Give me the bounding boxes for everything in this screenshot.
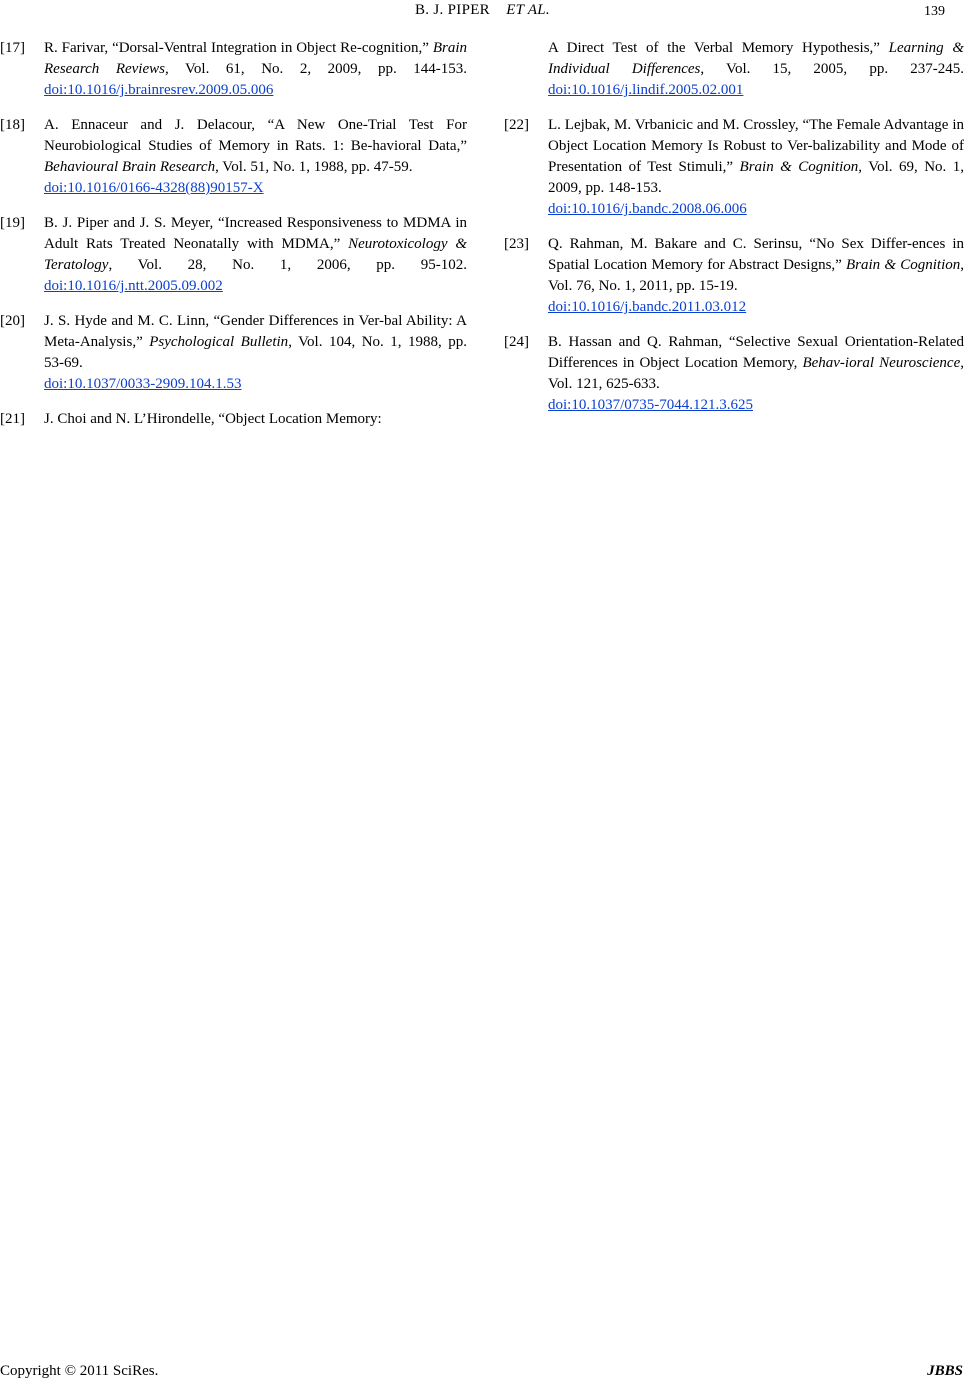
reference-doi-link[interactable]: doi:10.1037/0033-2909.104.1.53 (44, 376, 242, 392)
reference-details: , Vol. 104, No. 1, 1988, pp. 53-69. (44, 334, 467, 371)
reference-journal: Psychological Bulletin (149, 334, 289, 350)
reference-journal: Neurotoxicology & Teratology (44, 236, 467, 273)
reference-number: [24] (504, 334, 529, 350)
reference-number: [20] (0, 313, 25, 329)
running-head-author-names: B. J. PIPER (415, 2, 490, 18)
reference-text: Q. Rahman, M. Bakare and C. Serinsu, “No Sex Differ-ences in Spatial Location Memory for Abstract Designs,” (548, 236, 964, 273)
reference-journal: Learning & Individual Differences (548, 40, 964, 77)
reference-journal: Behav-ioral Neuroscience (802, 355, 961, 371)
reference-number: [17] (0, 40, 25, 56)
reference-details: , Vol. 61, No. 2, 2009, pp. 144-153. (164, 61, 468, 77)
reference-20 (0, 311, 467, 395)
footer-copyright: Copyright © 2011 SciRes. (0, 1363, 159, 1379)
reference-21 (0, 409, 467, 430)
running-head-authors (0, 2, 965, 19)
reference-19 (0, 213, 467, 297)
reference-column-right (504, 38, 964, 430)
reference-journal: Brain Research Reviews (44, 40, 467, 77)
reference-text: A. Ennaceur and J. Delacour, “A New One-Trial Test For Neurobiological Studies of Memory in Rats. 1: Be-havioral Data,” (44, 117, 467, 154)
reference-details: , Vol. 69, No. 1, 2009, pp. 148-153. (548, 159, 964, 196)
reference-details: , Vol. 15, 2005, pp. 237-245. (700, 61, 964, 77)
reference-doi-link[interactable]: doi:10.1016/j.brainresrev.2009.05.006 (44, 82, 274, 98)
reference-journal: Brain & Cognition (739, 159, 859, 175)
reference-details: , Vol. 121, 625-633. (548, 355, 964, 392)
reference-17 (0, 38, 467, 101)
reference-text: J. S. Hyde and M. C. Linn, “Gender Differences in Ver-bal Ability: A Meta-Analysis,” (44, 313, 467, 350)
reference-details: , Vol. 51, No. 1, 1988, pp. 47-59. (215, 159, 413, 175)
reference-doi-link[interactable]: doi:10.1016/j.bandc.2011.03.012 (548, 299, 747, 315)
reference-text: L. Lejbak, M. Vrbanicic and M. Crossley, “The Female Advantage in Object Location Memory Is Robust to Ver-balizability and Mode of Presentation of Test Stimuli,” (548, 117, 964, 175)
page-footer (0, 1363, 965, 1385)
reference-column-left (0, 38, 468, 444)
reference-18 (0, 115, 467, 199)
page-number: 139 (924, 4, 945, 19)
reference-doi-link[interactable]: doi:10.1016/j.lindif.2005.02.001 (548, 82, 744, 98)
reference-doi-link[interactable]: doi:10.1016/0166-4328(88)90157-X (44, 180, 264, 196)
reference-text: B. Hassan and Q. Rahman, “Selective Sexual Orientation-Related Differences in Object Location Memory, (548, 334, 964, 371)
footer-journal-abbr: JBBS (927, 1363, 963, 1379)
reference-doi-link[interactable]: doi:10.1016/j.bandc.2008.06.006 (548, 201, 747, 217)
reference-22 (504, 115, 964, 220)
reference-details: , Vol. 28, No. 1, 2006, pp. 95-102. (108, 257, 467, 273)
reference-text: A Direct Test of the Verbal Memory Hypothesis,” (548, 40, 889, 56)
reference-text: B. J. Piper and J. S. Meyer, “Increased Responsiveness to MDMA in Adult Rats Treated Neonatally with MDMA,” (44, 215, 467, 252)
reference-21-continuation (504, 38, 964, 101)
reference-doi-link[interactable]: doi:10.1037/0735-7044.121.3.625 (548, 397, 753, 413)
reference-24 (504, 332, 964, 416)
reference-journal: Behavioural Brain Research (44, 159, 216, 175)
reference-doi-link[interactable]: doi:10.1016/j.ntt.2005.09.002 (44, 278, 223, 294)
reference-number: [23] (504, 236, 529, 252)
reference-number: [21] (0, 411, 25, 427)
reference-number: [22] (504, 117, 529, 133)
reference-text: J. Choi and N. L’Hirondelle, “Object Location Memory: (44, 411, 382, 427)
reference-number: [19] (0, 215, 25, 231)
running-head-etal: ET AL. (506, 2, 550, 18)
reference-number: [18] (0, 117, 25, 133)
reference-journal: Brain & Cognition (846, 257, 961, 273)
running-head (0, 0, 965, 26)
reference-details: , Vol. 76, No. 1, 2011, pp. 15-19. (548, 257, 964, 294)
reference-23 (504, 234, 964, 318)
reference-text: R. Farivar, “Dorsal-Ventral Integration in Object Re-cognition,” (44, 40, 433, 56)
